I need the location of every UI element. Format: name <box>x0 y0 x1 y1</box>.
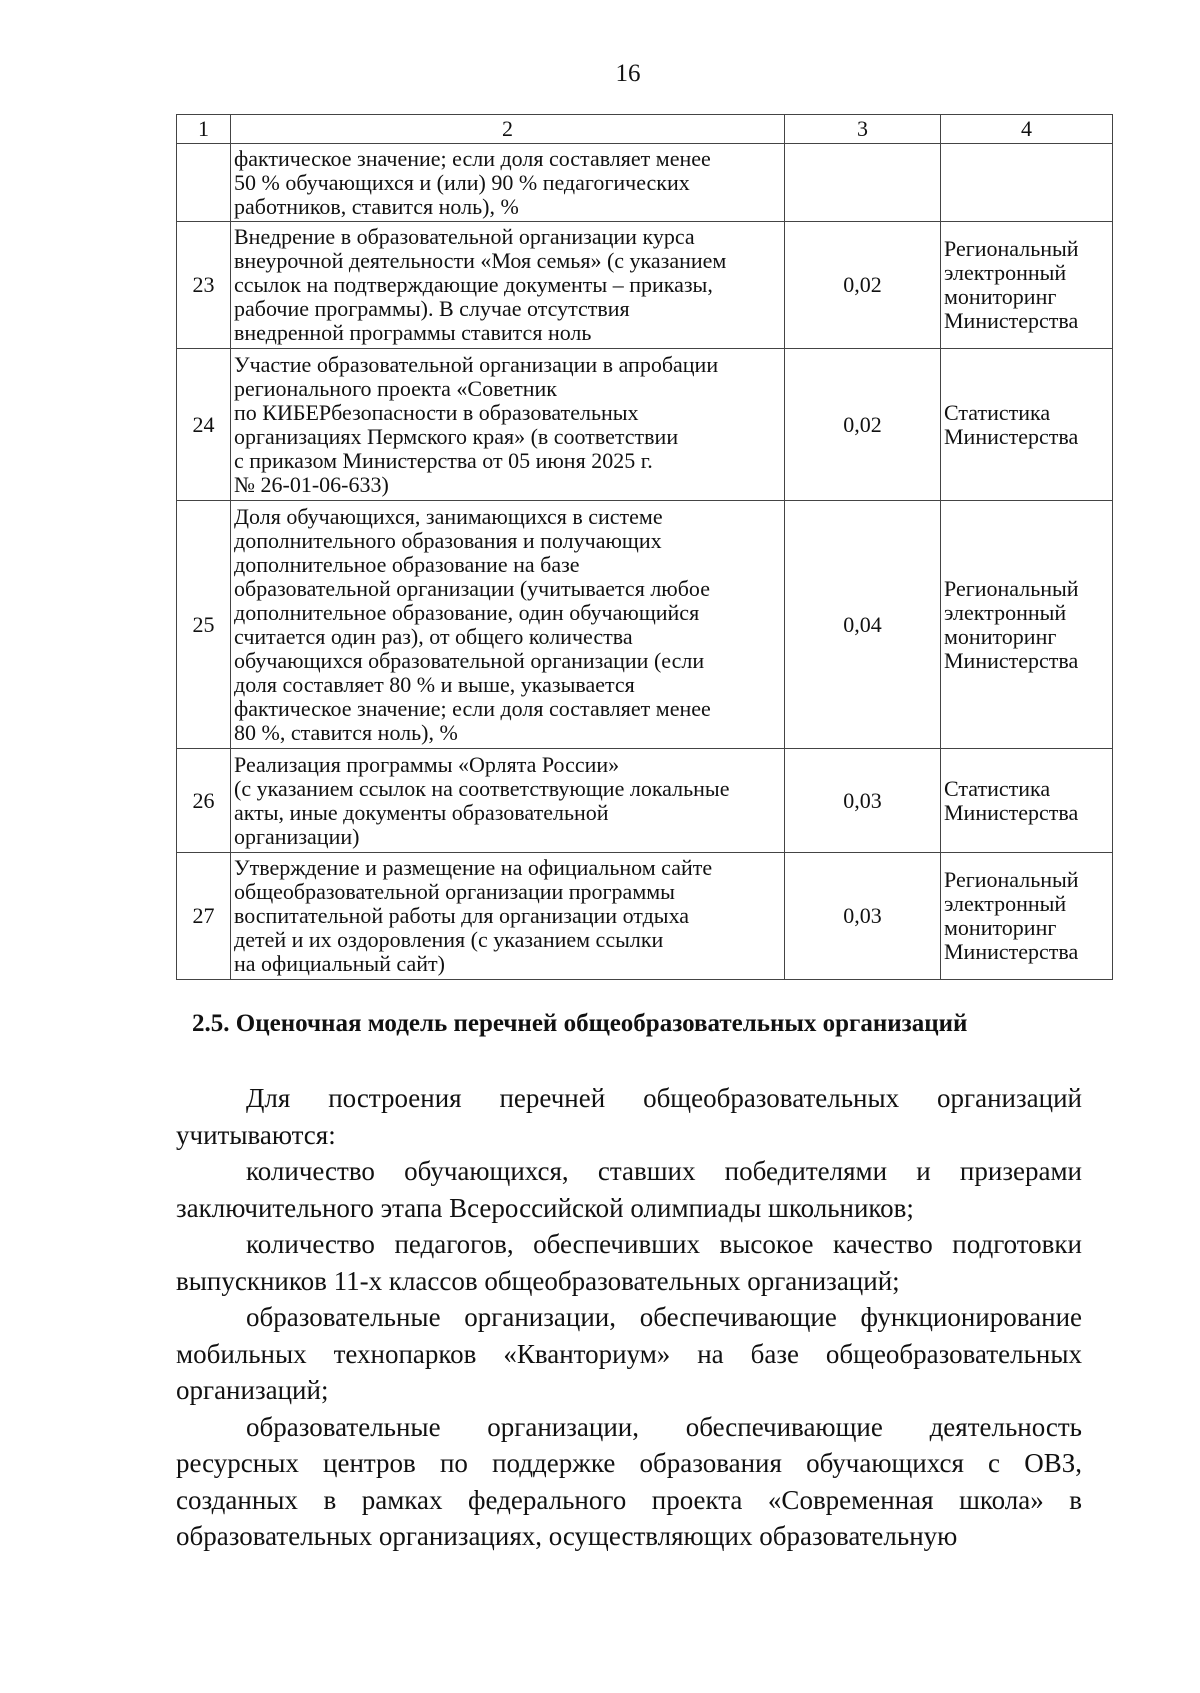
data-source: Региональный электронный мониторинг Министерства <box>941 501 1113 749</box>
table-header-row <box>177 115 1113 144</box>
row-number <box>177 144 231 222</box>
paragraph: Для построения перечней общеобразовательных организаций учитываются: <box>176 1083 1082 1150</box>
criterion-text: фактическое значение; если доля составляет менее 50 % обучающихся и (или) 90 % педагогических работников, ставится ноль), % <box>231 144 785 222</box>
row-number: 23 <box>177 222 231 349</box>
header-cell: 4 <box>941 115 1113 144</box>
section-title: 2.5. Оценочная модель перечней общеобразовательных организаций <box>192 1010 968 1037</box>
paragraph: образовательные организации, обеспечивающие деятельность ресурсных центров по поддержке образования обучающихся с ОВЗ, созданных в рамках федерального проекта «Современная школа» в образовательных организациях, осуществляющих образовательную <box>176 1411 1082 1551</box>
paragraph: количество обучающихся, ставших победителями и призерами заключительного этапа Всероссийской олимпиады школьников; <box>176 1156 1082 1223</box>
criterion-weight: 0,02 <box>785 222 941 349</box>
header-cell: 1 <box>177 115 231 144</box>
criterion-weight: 0,03 <box>785 853 941 980</box>
table-row <box>177 749 1113 853</box>
criterion-weight: 0,04 <box>785 501 941 749</box>
page-number: 16 <box>615 60 641 87</box>
data-source: Региональный электронный мониторинг Министерства <box>941 853 1113 980</box>
data-source: Региональный электронный мониторинг Министерства <box>941 222 1113 349</box>
table-row <box>177 144 1113 222</box>
criterion-weight: 0,03 <box>785 749 941 853</box>
header-cell: 2 <box>231 115 785 144</box>
row-number: 24 <box>177 349 231 501</box>
data-source <box>941 144 1113 222</box>
paragraph: количество педагогов, обеспечивших высокое качество подготовки выпускников 11-х классов общеобразовательных организаций; <box>176 1229 1082 1296</box>
criterion-text: Доля обучающихся, занимающихся в системе дополнительного образования и получающих дополнительное образование на базе образовательной организации (учитывается любое дополнительное образование, один обучающийся считается один раз), от общего количества обучающихся образовательной организации (если доля составляет 80 % и выше, указывается фактическое значение; если доля составляет менее 80 %, ставится ноль), % <box>231 501 785 749</box>
criterion-weight: 0,02 <box>785 349 941 501</box>
criterion-text: Утверждение и размещение на официальном сайте общеобразовательной организации программы воспитательной работы для организации отдыха детей и их оздоровления (с указанием ссылки на официальный сайт) <box>231 853 785 980</box>
paragraph: образовательные организации, обеспечивающие функционирование мобильных технопарков «Кванториум» на базе общеобразовательных организаций; <box>176 1302 1082 1405</box>
table-row <box>177 853 1113 980</box>
criterion-text: Участие образовательной организации в апробации регионального проекта «Советник по КИБЕРбезопасности в образовательных организациях Пермского края» (в соответствии с приказом Министерства от 05 июня 2025 г. № 26-01-06-633) <box>231 349 785 501</box>
row-number: 26 <box>177 749 231 853</box>
criterion-weight <box>785 144 941 222</box>
header-cell: 3 <box>785 115 941 144</box>
section-body <box>176 1080 1082 1555</box>
criteria-table <box>176 114 1113 980</box>
data-source: Статистика Министерства <box>941 749 1113 853</box>
table-row <box>177 501 1113 749</box>
criterion-text: Реализация программы «Орлята России» (с указанием ссылок на соответствующие локальные акты, иные документы образовательной организации) <box>231 749 785 853</box>
criterion-text: Внедрение в образовательной организации курса внеурочной деятельности «Моя семья» (с указанием ссылок на подтверждающие документы – приказы, рабочие программы). В случае отсутствия внедренной программы ставится ноль <box>231 222 785 349</box>
table-row <box>177 349 1113 501</box>
row-number: 25 <box>177 501 231 749</box>
data-source: Статистика Министерства <box>941 349 1113 501</box>
table-row <box>177 222 1113 349</box>
row-number: 27 <box>177 853 231 980</box>
